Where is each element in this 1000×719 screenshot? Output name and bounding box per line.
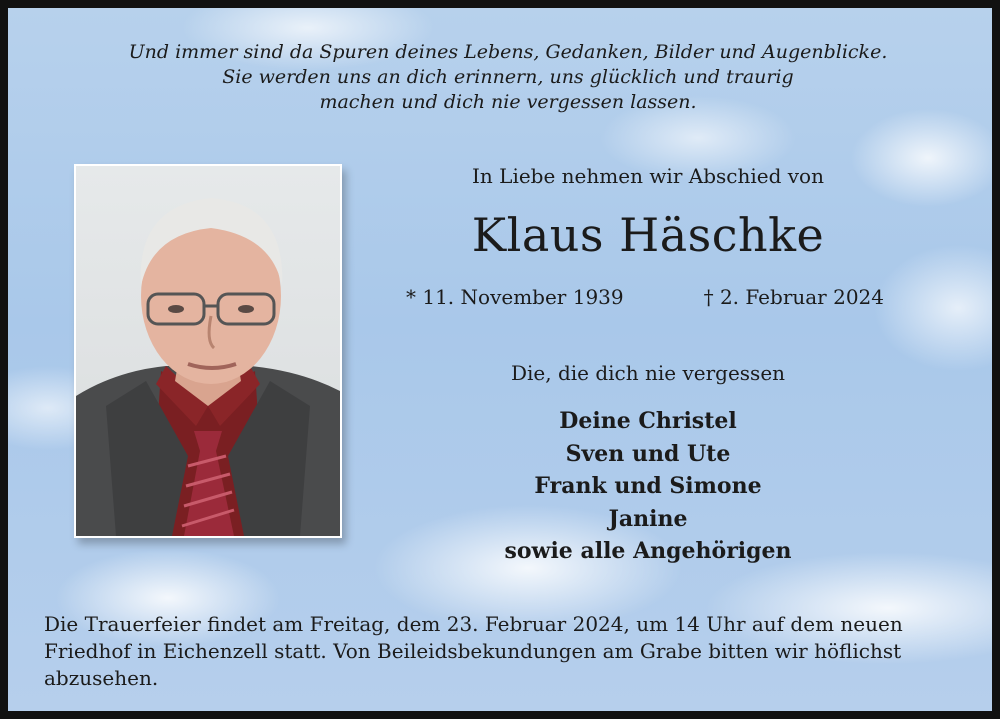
portrait-photo: [76, 166, 340, 536]
farewell-intro: In Liebe nehmen wir Abschied von: [472, 164, 824, 188]
mourner-name: Deine Christel: [559, 408, 737, 434]
mourner-name: sowie alle Angehörigen: [504, 538, 792, 564]
mourner-name: Frank und Simone: [534, 473, 762, 499]
funeral-notice: Die Trauerfeier findet am Freitag, dem 23. Februar 2024, um 14 Uhr auf dem neuen Friedhof in Eichenzell statt. Von Beileidsbekundungen am Grabe bitten wir höflichst abzusehen.: [44, 612, 903, 690]
death-date: † 2. Februar 2024: [703, 285, 884, 309]
verse-line: Sie werden uns an dich erinnern, uns glücklich und traurig: [222, 66, 794, 88]
portrait-illustration: [76, 166, 340, 536]
birth-date: * 11. November 1939: [406, 285, 624, 309]
deceased-name: Klaus Häschke: [471, 208, 825, 262]
mourners-list: [398, 405, 898, 568]
verse-line: machen und dich nie vergessen lassen.: [319, 91, 697, 113]
mourner-name: Sven und Ute: [565, 440, 731, 467]
mourner-name: Janine: [608, 505, 688, 532]
verse-line: Und immer sind da Spuren deines Lebens, Gedanken, Bilder und Augenblicke.: [128, 41, 888, 63]
portrait-frame: [74, 164, 342, 538]
mourners-intro: Die, die dich nie vergessen: [510, 361, 786, 385]
memorial-verse: [68, 40, 948, 115]
